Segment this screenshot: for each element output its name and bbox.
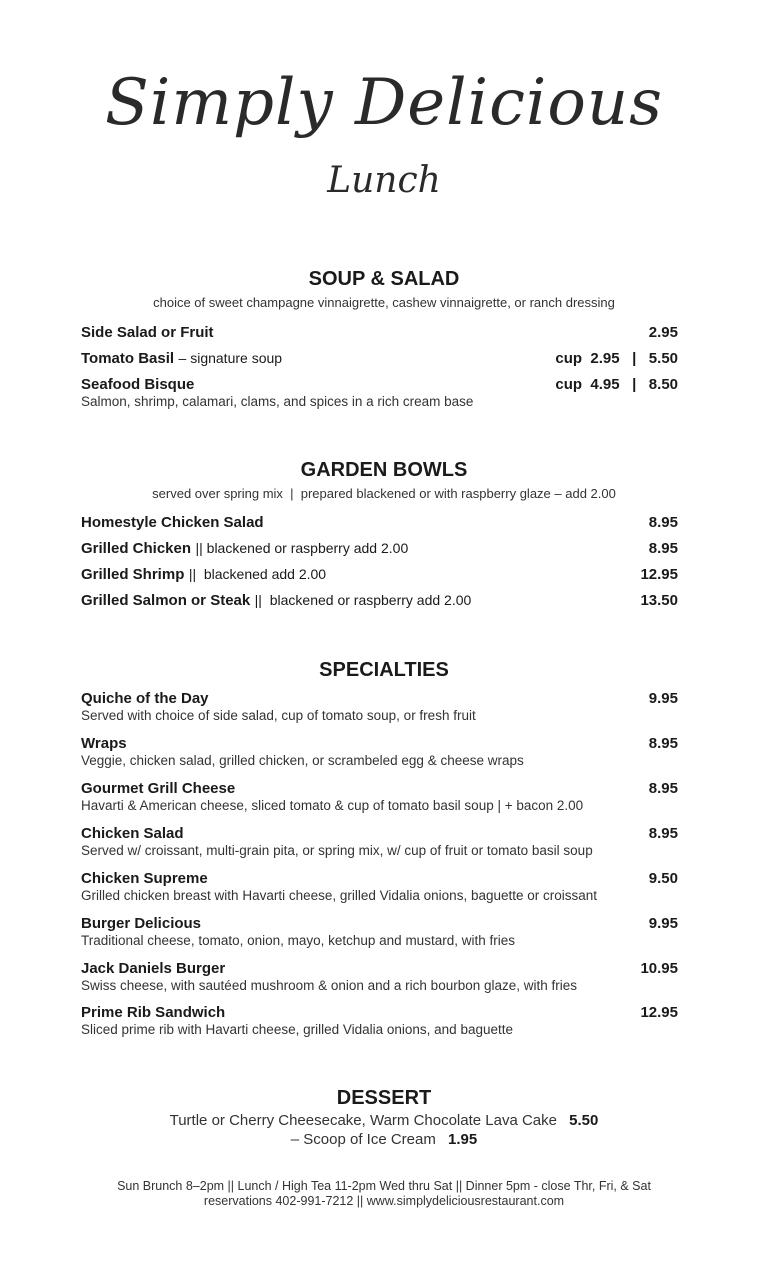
dessert-text: – Scoop of Ice Cream — [290, 1131, 436, 1148]
menu-item — [81, 350, 678, 368]
item-price: 9.95 — [648, 915, 678, 932]
menu-item — [81, 376, 678, 409]
menu-item — [81, 960, 678, 993]
item-price: 8.95 — [648, 825, 678, 842]
item-name: Grilled Salmon or Steak — [81, 592, 251, 609]
menu-item — [81, 690, 678, 723]
item-description: Havarti & American cheese, sliced tomato & cup of tomato basil soup | + bacon 2.00 — [81, 798, 584, 813]
item-price: 10.95 — [640, 960, 678, 977]
dessert-line-2 — [0, 1131, 768, 1148]
section-title: SPECIALTIES — [319, 659, 449, 681]
dessert-price: 5.50 — [569, 1112, 599, 1129]
item-note: || blackened or raspberry add 2.00 — [254, 592, 472, 608]
dessert-line-1 — [0, 1112, 768, 1129]
item-name: Seafood Bisque — [81, 376, 195, 393]
item-name: Wraps — [81, 735, 127, 752]
item-name: Grilled Chicken — [81, 540, 192, 557]
menu-item — [81, 780, 678, 813]
item-name: Chicken Supreme — [81, 870, 208, 887]
item-price: 8.95 — [648, 735, 678, 752]
section-dessert — [0, 1087, 768, 1148]
item-name: Burger Delicious — [81, 915, 202, 932]
item-name: Grilled Shrimp — [81, 566, 185, 583]
menu-item — [81, 324, 678, 342]
menu-subtitle: Lunch — [327, 160, 441, 201]
section-title: GARDEN BOWLS — [300, 459, 468, 481]
item-name: Jack Daniels Burger — [81, 960, 226, 977]
section-specialties — [0, 659, 768, 682]
section-soup-salad — [0, 268, 768, 310]
item-name: Tomato Basil — [81, 350, 175, 367]
item-price: 9.50 — [648, 870, 678, 887]
item-description: Veggie, chicken salad, grilled chicken, or scrambeled egg & cheese wraps — [81, 753, 524, 768]
item-description: Served w/ croissant, multi-grain pita, or spring mix, w/ cup of fruit or tomato basil soup — [81, 843, 593, 858]
footer-hours: Sun Brunch 8–2pm || Lunch / High Tea 11-2pm Wed thru Sat || Dinner 5pm - close Thr, Fri, & Sat — [117, 1179, 651, 1193]
item-price: 12.95 — [640, 1004, 678, 1021]
item-name: Prime Rib Sandwich — [81, 1004, 226, 1021]
section-title: SOUP & SALAD — [308, 268, 460, 290]
item-note: || blackened or raspberry add 2.00 — [195, 540, 409, 556]
menu-item — [81, 735, 678, 768]
item-description: Sliced prime rib with Havarti cheese, grilled Vidalia onions, and baguette — [81, 1022, 513, 1037]
item-description: Swiss cheese, with sautéed mushroom & onion and a rich bourbon glaze, with fries — [81, 978, 578, 993]
section-garden-bowls — [0, 459, 768, 501]
section-subtitle: choice of sweet champagne vinnaigrette, cashew vinnaigrette, or ranch dressing — [153, 295, 615, 310]
footer-contact: reservations 402-991-7212 || www.simplydeliciousrestaurant.com — [203, 1194, 565, 1208]
menu-item — [81, 592, 678, 610]
menu-item — [81, 540, 678, 558]
item-price: 13.50 — [640, 592, 678, 609]
menu-item — [81, 514, 678, 532]
item-description: Grilled chicken breast with Havarti cheese, grilled Vidalia onions, baguette or croissant — [81, 888, 598, 903]
item-price: cup 2.95 | 5.50 — [555, 350, 678, 367]
item-price: 12.95 — [640, 566, 678, 583]
dessert-text: Turtle or Cherry Cheesecake, Warm Chocolate Lava Cake — [169, 1112, 557, 1129]
item-description: Served with choice of side salad, cup of tomato soup, or fresh fruit — [81, 708, 476, 723]
item-price: 8.95 — [648, 540, 678, 557]
item-price: 8.95 — [648, 780, 678, 797]
menu-item — [81, 915, 678, 948]
section-title: DESSERT — [336, 1087, 432, 1109]
item-note: || blackened add 2.00 — [188, 566, 327, 582]
menu-item — [81, 870, 678, 903]
item-name: Side Salad or Fruit — [81, 324, 214, 341]
menu-item — [81, 825, 678, 858]
section-subtitle: served over spring mix | prepared blackened or with raspberry glaze – add 2.00 — [152, 486, 616, 501]
menu-title: Simply Delicious — [105, 66, 663, 140]
item-price: cup 4.95 | 8.50 — [555, 376, 678, 393]
item-description: Salmon, shrimp, calamari, clams, and spices in a rich cream base — [81, 394, 474, 409]
item-price: 9.95 — [648, 690, 678, 707]
menu-item — [81, 566, 678, 584]
dessert-price: 1.95 — [448, 1131, 478, 1148]
item-note: – signature soup — [178, 350, 283, 366]
item-name: Chicken Salad — [81, 825, 184, 842]
item-name: Gourmet Grill Cheese — [81, 780, 236, 797]
item-name: Homestyle Chicken Salad — [81, 514, 264, 531]
item-description: Traditional cheese, tomato, onion, mayo, ketchup and mustard, with fries — [81, 933, 515, 948]
menu-item — [81, 1004, 678, 1037]
item-price: 2.95 — [648, 324, 678, 341]
item-name: Quiche of the Day — [81, 690, 209, 707]
item-price: 8.95 — [648, 514, 678, 531]
